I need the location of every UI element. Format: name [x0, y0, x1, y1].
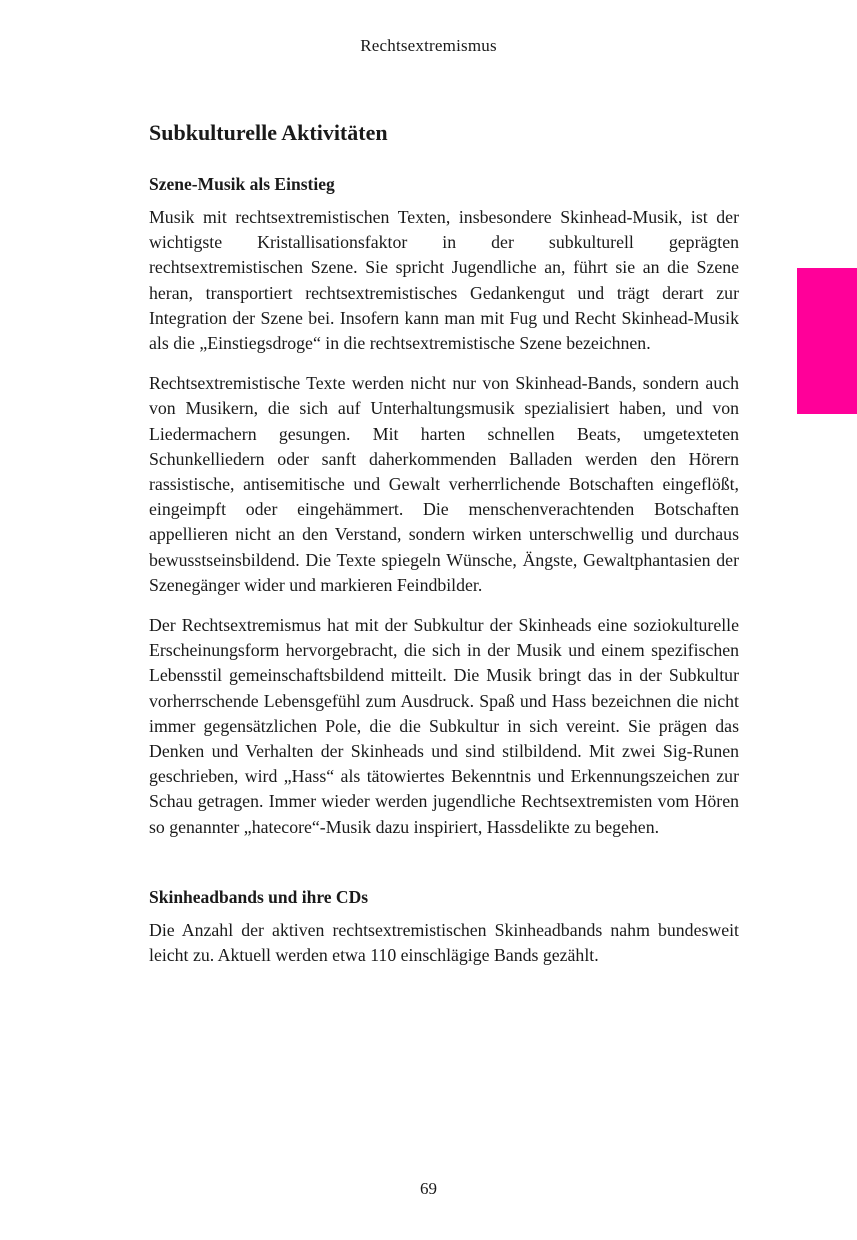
paragraph: Musik mit rechtsextremistischen Texten, insbesondere Skinhead-Musik, ist der wichtigste Kristallisationsfaktor in der subkulturell geprägten rechtsextremistischen Szene. Sie spricht Jugendliche an, führt sie an die Szene heran, transportiert rechtsextremistisches Gedankengut und trägt derart zur Integration der Szene bei. Insofern kann man mit Fug und Recht Skinhead-Musik als die „Einstiegsdroge“ in die rechtsextremistische Szene bezeichnen.	[149, 207, 739, 354]
section-title: Subkulturelle Aktivitäten	[149, 120, 388, 145]
paragraph: Der Rechtsextremismus hat mit der Subkultur der Skinheads eine soziokulturelle Erscheinungsform hervorgebracht, die sich in der Musik und einem spezifischen Lebensstil gemeinschaftsbildend mitteilt. Die Musik bringt das in der Subkultur vorherrschende Lebensgefühl zum Ausdruck. Spaß und Hass bezeichnen die nicht immer gegensätzlichen Pole, die die Subkultur in sich vereint. Sie prägen das Denken und Verhalten der Skinheads und sind stilbildend. Mit zwei Sig-Runen geschrieben, wird „Hass“ als tätowiertes Bekenntnis und Erkennungszeichen zur Schau getragen. Immer wieder werden jugendliche Rechtsextremisten vom Hören so genannter „hatecore“-Musik dazu inspiriert, Hassdelikte zu begehen.	[149, 615, 739, 837]
section-gap	[149, 855, 739, 887]
page-content	[149, 120, 739, 983]
running-header: Rechtsextremismus	[360, 36, 497, 55]
chapter-tab-marker	[797, 268, 857, 414]
subsection-title-szene-musik: Szene-Musik als Einstieg	[149, 174, 335, 194]
paragraph: Die Anzahl der aktiven rechtsextremistischen Skinheadbands nahm bundesweit leicht zu. Aktuell werden etwa 110 einschlägige Bands gezählt.	[149, 919, 739, 966]
subsection-title-skinheadbands: Skinheadbands und ihre CDs	[149, 886, 369, 907]
paragraph: Rechtsextremistische Texte werden nicht nur von Skinhead-Bands, sondern auch von Musikern, die sich auf Unterhaltungsmusik spezialisiert haben, und von Liedermachern gesungen. Mit harten schnellen Beats, umgetexteten Schunkelliedern oder sanft daherkommenden Balladen werden den Hörern rassistische, antisemitische und Gewalt verherrlichende Botschaften eingeflößt, eingeimpft oder eingehämmert. Die menschenverachtenden Botschaften appellieren nicht an den Verstand, sondern wirken unterschwellig und durchaus bewusstseinsbildend. Die Texte spiegeln Wünsche, Ängste, Gewaltphantasien der Szenegänger wider und markieren Feindbilder.	[149, 373, 739, 595]
page-number: 69	[420, 1179, 437, 1198]
